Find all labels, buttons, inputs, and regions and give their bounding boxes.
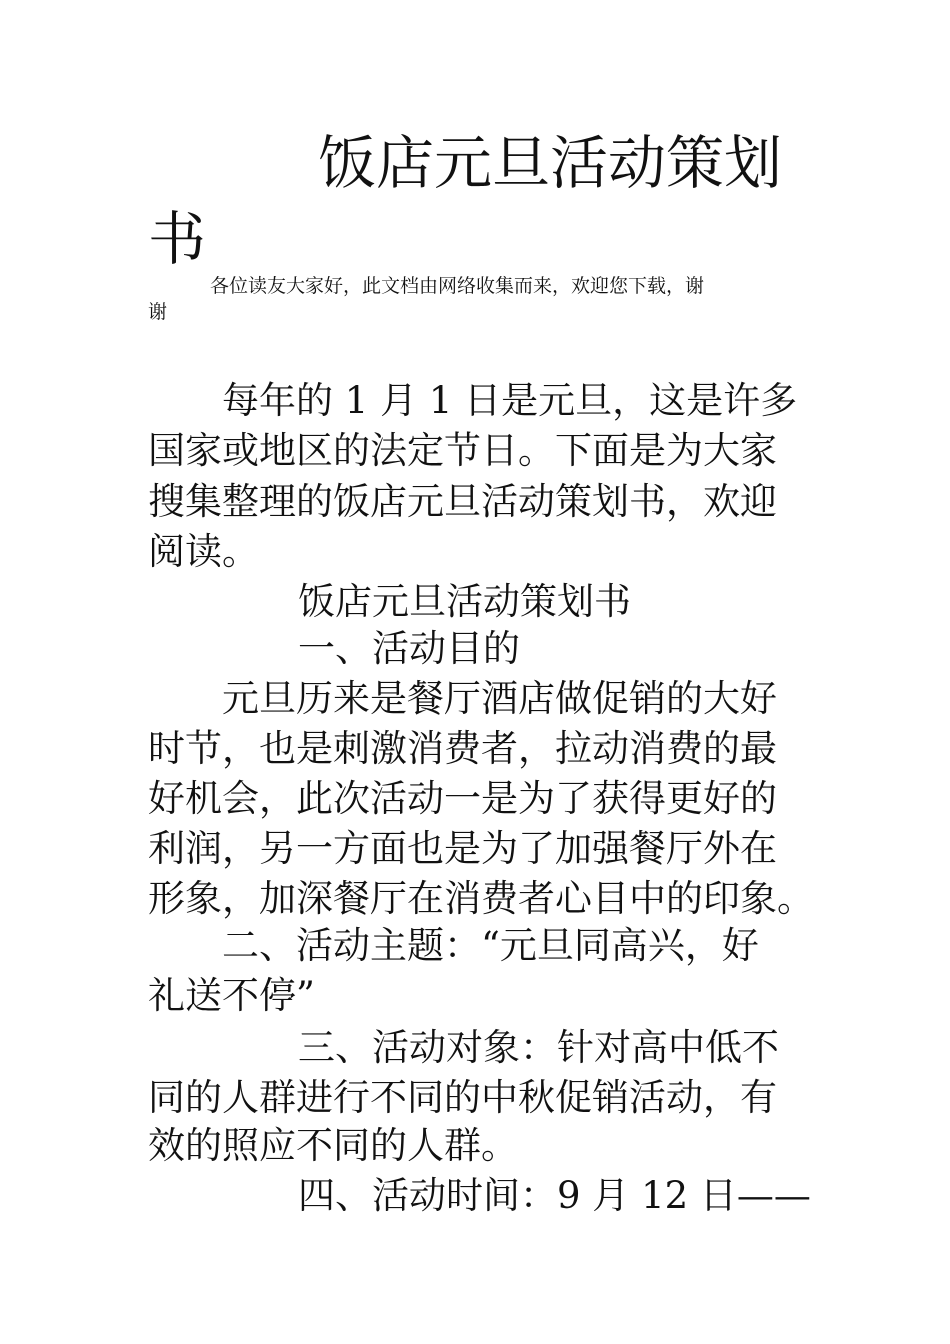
body-line: 国家或地区的法定节日。下面是为大家	[148, 429, 777, 472]
body-line: 形象，加深餐厅在消费者心目中的印象。	[148, 877, 814, 920]
body-line: 三、活动对象：针对高中低不	[298, 1026, 779, 1069]
body-line: 利润，另一方面也是为了加强餐厅外在	[148, 827, 777, 870]
body-line: 时节，也是刺激消费者，拉动消费的最	[148, 727, 777, 770]
body-line: 每年的 1 月 1 日是元旦，这是许多	[222, 379, 798, 422]
download-note-line-2: 谢	[148, 301, 168, 323]
document-title-line-1: 饭店元旦活动策划	[318, 129, 783, 197]
section-heading: 一、活动目的	[298, 627, 520, 670]
body-line: 阅读。	[148, 530, 259, 573]
body-line: 元旦历来是餐厅酒店做促销的大好	[222, 677, 777, 720]
body-line: 二、活动主题：“元旦同高兴，好	[222, 924, 759, 967]
body-line: 效的照应不同的人群。	[148, 1124, 518, 1167]
body-line: 搜集整理的饭店元旦活动策划书，欢迎	[148, 480, 777, 523]
body-line: 同的人群进行不同的中秋促销活动，有	[148, 1076, 777, 1119]
body-line: 四、活动时间：9 月 12 日——	[298, 1174, 811, 1217]
body-line: 好机会，此次活动一是为了获得更好的	[148, 777, 777, 820]
section-heading: 饭店元旦活动策划书	[298, 580, 631, 623]
download-note-line-1: 各位读友大家好，此文档由网络收集而来，欢迎您下载，谢	[210, 275, 705, 297]
body-line: 礼送不停”	[148, 974, 315, 1017]
document-title-line-2: 书	[148, 205, 207, 273]
